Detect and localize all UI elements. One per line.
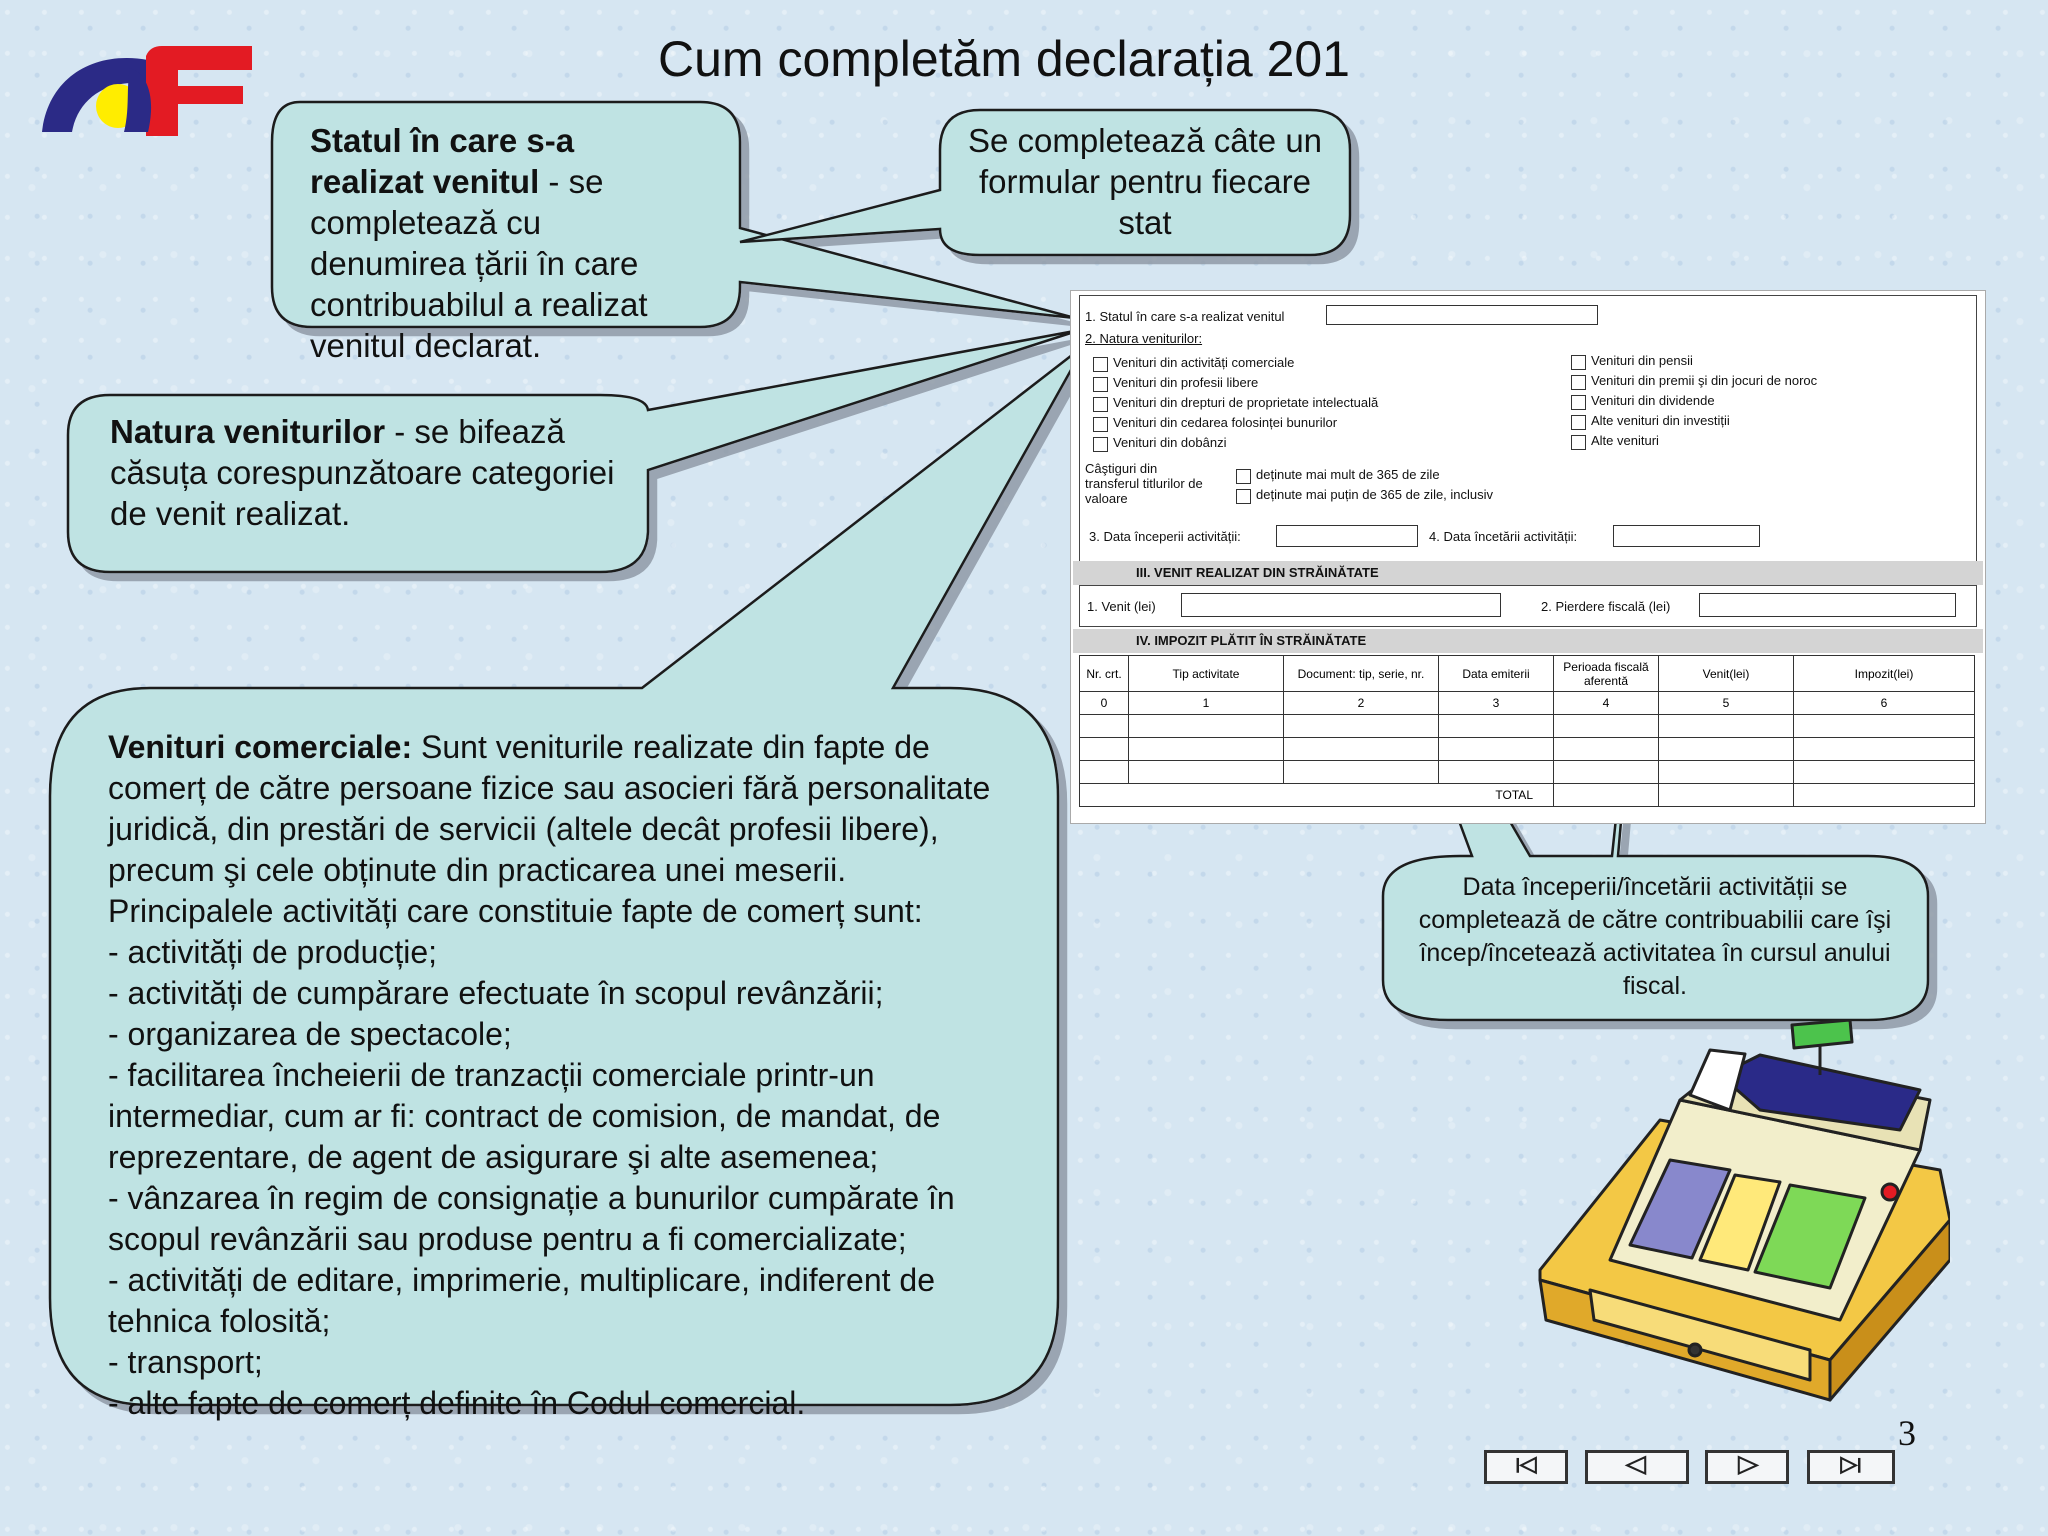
statul-callout-body: - se completează cu denumirea țării în care contribuabilul a realizat venitul declarat. bbox=[310, 163, 648, 364]
form-check-label: Alte venituri bbox=[1591, 433, 1659, 448]
form-table-index: 1 bbox=[1129, 692, 1284, 715]
natura-callout-bold: Natura veniturilor bbox=[110, 413, 386, 450]
comerciale-item: - organizarea de spectacole; bbox=[108, 1016, 512, 1052]
form-check-label: deținute mai puțin de 365 de zile, inclusiv bbox=[1256, 487, 1494, 502]
form-table-index: 5 bbox=[1659, 692, 1794, 715]
form-venit-label: 1. Venit (lei) bbox=[1087, 599, 1156, 614]
form-section-3-title: III. VENIT REALIZAT DIN STRĂINĂTATE bbox=[1136, 565, 1379, 580]
form-checkbox bbox=[1571, 375, 1586, 390]
form-check-label: Venituri din pensii bbox=[1591, 353, 1693, 368]
form-check-label: Venituri din dobânzi bbox=[1113, 435, 1227, 450]
form-table-header: Data emiterii bbox=[1439, 656, 1554, 692]
form-checkbox bbox=[1093, 397, 1108, 412]
form-tax-table bbox=[1079, 655, 1975, 807]
form-statul-label: 1. Statul în care s-a realizat venitul bbox=[1085, 309, 1285, 324]
form-section-4-title: IV. IMPOZIT PLĂTIT ÎN STRĂINĂTATE bbox=[1136, 633, 1367, 648]
form-data-incetare-label: 4. Data încetării activității: bbox=[1429, 529, 1578, 544]
statul-callout bbox=[310, 120, 690, 366]
form-table-header: Nr. crt. bbox=[1080, 656, 1129, 692]
form-table-index: 6 bbox=[1794, 692, 1975, 715]
comerciale-item: - transport; bbox=[108, 1344, 263, 1380]
form-checkbox bbox=[1571, 395, 1586, 410]
form-check-label: deținute mai mult de 365 de zile bbox=[1256, 467, 1440, 482]
slide-title: Cum completăm declarația 201 bbox=[658, 31, 1350, 87]
form-checkbox bbox=[1571, 435, 1586, 450]
formular-callout bbox=[960, 120, 1330, 243]
first-slide-button[interactable] bbox=[1484, 1450, 1568, 1484]
form-checkbox bbox=[1571, 355, 1586, 370]
form-castiguri-label: Câştiguri din transferul titlurilor de valoare bbox=[1085, 461, 1203, 506]
form-checkbox bbox=[1093, 437, 1108, 452]
form-checkbox bbox=[1236, 469, 1251, 484]
last-slide-icon bbox=[1810, 1453, 1892, 1481]
cash-register-icon bbox=[1530, 1020, 1950, 1420]
form-natura-label: 2. Natura veniturilor: bbox=[1085, 331, 1203, 346]
previous-slide-button[interactable] bbox=[1585, 1450, 1689, 1484]
form-check-label: Venituri din dividende bbox=[1591, 393, 1715, 408]
comerciale-item: - activități de editare, imprimerie, multiplicare, indiferent de tehnica folosită; bbox=[108, 1262, 935, 1339]
previous-slide-icon bbox=[1588, 1453, 1686, 1481]
form-table-index: 2 bbox=[1284, 692, 1439, 715]
data-callout bbox=[1405, 871, 1905, 1003]
form-table-row bbox=[1080, 738, 1975, 761]
data-callout-text: Data începerii/încetării activității se completează de către contribuabilii care îşi încep/încetează activitatea în cursul anului fiscal. bbox=[1418, 873, 1892, 1000]
form-table-index: 3 bbox=[1439, 692, 1554, 715]
form-data-incepere-label: 3. Data începerii activității: bbox=[1089, 529, 1241, 544]
form-check-label: Venituri din activități comerciale bbox=[1113, 355, 1295, 370]
form-venit-field bbox=[1181, 593, 1501, 617]
form-table-row bbox=[1080, 761, 1975, 784]
comerciale-callout-bold: Venituri comerciale: bbox=[108, 729, 413, 765]
form-pierdere-field bbox=[1699, 593, 1956, 617]
comerciale-item: - activități de cumpărare efectuate în scopul revânzării; bbox=[108, 975, 884, 1011]
comerciale-callout-body: Sunt veniturile realizate din fapte de comerț de către persoane fizice sau asocieri fără personalitate juridică, din prestări de servicii (altele decât profesii libere), precum şi cele obținute din practicarea unei meserii. Principalele activități care constituie fapte de comerț sunt: bbox=[108, 729, 991, 929]
comerciale-item: - alte fapte de comerț definite în Codul comercial. bbox=[108, 1385, 806, 1421]
form-checkbox bbox=[1236, 489, 1251, 504]
form-table-header: Venit(lei) bbox=[1659, 656, 1794, 692]
form-pierdere-label: 2. Pierdere fiscală (lei) bbox=[1541, 599, 1671, 614]
comerciale-item: - vânzarea în regim de consignație a bunurilor cumpărate în scopul revânzării sau produse pentru a fi comercializate; bbox=[108, 1180, 955, 1257]
form-check-label: Venituri din cedarea folosinței bunurilor bbox=[1113, 415, 1338, 430]
form-table-header: Impozit(lei) bbox=[1794, 656, 1975, 692]
form-checkbox bbox=[1571, 415, 1586, 430]
natura-callout bbox=[110, 411, 630, 534]
last-slide-button[interactable] bbox=[1807, 1450, 1895, 1484]
formular-callout-text: Se completează câte un formular pentru fiecare stat bbox=[967, 122, 1323, 241]
next-slide-icon bbox=[1708, 1453, 1786, 1481]
form-check-label: Venituri din premii şi din jocuri de noroc bbox=[1591, 373, 1818, 388]
next-slide-button[interactable] bbox=[1705, 1450, 1789, 1484]
form-checkbox bbox=[1093, 357, 1108, 372]
comerciale-item: - activități de producție; bbox=[108, 934, 438, 970]
first-slide-icon bbox=[1487, 1453, 1565, 1481]
form-check-label: Venituri din drepturi de proprietate intelectuală bbox=[1113, 395, 1379, 410]
form-table-row bbox=[1080, 715, 1975, 738]
form-table-header: Perioada fiscală aferentă bbox=[1554, 656, 1659, 692]
form-statul-field bbox=[1326, 305, 1598, 325]
form-check-label: Alte venituri din investiții bbox=[1591, 413, 1730, 428]
comerciale-callout-intro bbox=[108, 727, 1008, 932]
form-checkbox bbox=[1093, 377, 1108, 392]
form-201-excerpt bbox=[1070, 290, 1986, 824]
form-table-index: 0 bbox=[1080, 692, 1129, 715]
form-data-incetare-field bbox=[1613, 525, 1760, 547]
comerciale-item: - facilitarea încheierii de tranzacții comerciale printr-un intermediar, cum ar fi: contract de comision, de mandat, de reprezentare, de agent de asigurare şi alte asemenea; bbox=[108, 1057, 941, 1175]
form-check-label: Venituri din profesii libere bbox=[1113, 375, 1259, 390]
comerciale-callout bbox=[108, 727, 1008, 1424]
form-table-total: TOTAL bbox=[1080, 784, 1554, 807]
natura-callout-body: - se bifează căsuța corespunzătoare categoriei de venit realizat. bbox=[110, 413, 615, 532]
form-table-header: Tip activitate bbox=[1129, 656, 1284, 692]
form-data-incepere-field bbox=[1276, 525, 1418, 547]
page-number: 3 bbox=[1898, 1413, 1916, 1453]
form-table-index: 4 bbox=[1554, 692, 1659, 715]
statul-callout-bold: Statul în care s-a realizat venitul bbox=[310, 122, 575, 200]
form-checkbox bbox=[1093, 417, 1108, 432]
form-table-header: Document: tip, serie, nr. bbox=[1284, 656, 1439, 692]
